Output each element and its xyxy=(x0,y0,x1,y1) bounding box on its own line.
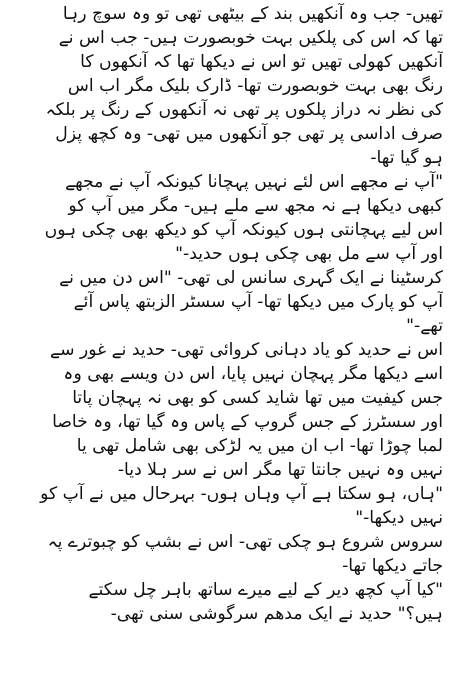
text-line: اس لیے پہچانتی ہوں کیونکہ آپ کو دیکھ بھی چکی ہوں xyxy=(44,220,443,240)
text-line: لمبا چوڑا تھا- اب ان میں یہ لڑکی بھی شامل تھی یا xyxy=(76,436,443,456)
text-line: "کیا آپ کچھ دیر کے لیے میرے ساتھ باہر چل سکتے xyxy=(88,580,443,600)
text-line: اسے دیکھا مگر پہچان نہیں پایا، اس دن ویسے بھی وہ xyxy=(63,364,443,384)
text-line: نہیں دیکھا-" xyxy=(355,508,443,528)
text-line: ہو گیا تھا- xyxy=(370,148,443,168)
text-line: جاتے دیکھا تھا- xyxy=(342,556,443,576)
text-line: تھے-" xyxy=(406,316,443,336)
text-line: تھا کہ اس کی پلکیں بہت خوبصورت ہیں- جب اس نے xyxy=(58,28,443,48)
text-line: اس نے حدید کو یاد دہانی کروائی تھی- حدید نے غور سے xyxy=(50,340,443,360)
text-line: کی نظر نہ دراز پلکوں پر تھی نہ آنکھوں کے رنگ پر بلکہ xyxy=(45,100,443,120)
text-line: اور سسٹرز کے جس گروپ کے پاس وہ گیا تھا، وہ خاصا xyxy=(52,412,443,432)
text-line: آنکھیں کھولی تھیں تو اس نے دیکھا تھا کہ آنکھوں کا xyxy=(80,52,443,72)
text-line: کرسٹینا نے ایک گہری سانس لی تھی- "اس دن میں نے xyxy=(59,268,443,288)
text-line: صرف اداسی پر تھی جو آنکھوں میں تھی- وہ کچھ پزل xyxy=(55,124,443,144)
text-line: "آپ نے مجھے اس لئے نہیں پہچانا کیونکہ آپ نے مجھے xyxy=(65,172,443,192)
text-line: آپ کو پارک میں دیکھا تھا- آپ سسٹر الزبتھ پاس آئے xyxy=(73,292,443,312)
text-line: کبھی دیکھا ہے نہ مجھ سے ملے ہیں- مگر میں آپ کو xyxy=(68,196,443,216)
text-line: جس کیفیت میں تھا شاید کسی کو بھی نہ پہچان پاتا xyxy=(72,388,443,408)
text-line: رنگ بھی بہت خوبصورت تھا- ڈارک بلیک مگر اب اس xyxy=(67,76,443,96)
text-line: سروس شروع ہو چکی تھی- اس نے بشپ کو چبوترے پہ xyxy=(47,532,443,552)
text-line: اور آپ سے مل بھی چکی ہوں حدید-" xyxy=(175,244,443,264)
text-line: "ہاں، ہو سکتا ہے آپ وہاں ہوں- بہرحال میں نے آپ کو xyxy=(40,484,443,504)
text-line: نہیں وہ نہیں جانتا تھا مگر اس نے سر ہلا دیا- xyxy=(117,460,443,480)
text-line: تھیں- جب وہ آنکھیں بند کے بیٹھی تھی تو وہ سوچ رہا xyxy=(62,4,443,24)
text-line: ہیں؟" حدید نے ایک مدھم سرگوشی سنی تھی- xyxy=(110,604,443,624)
